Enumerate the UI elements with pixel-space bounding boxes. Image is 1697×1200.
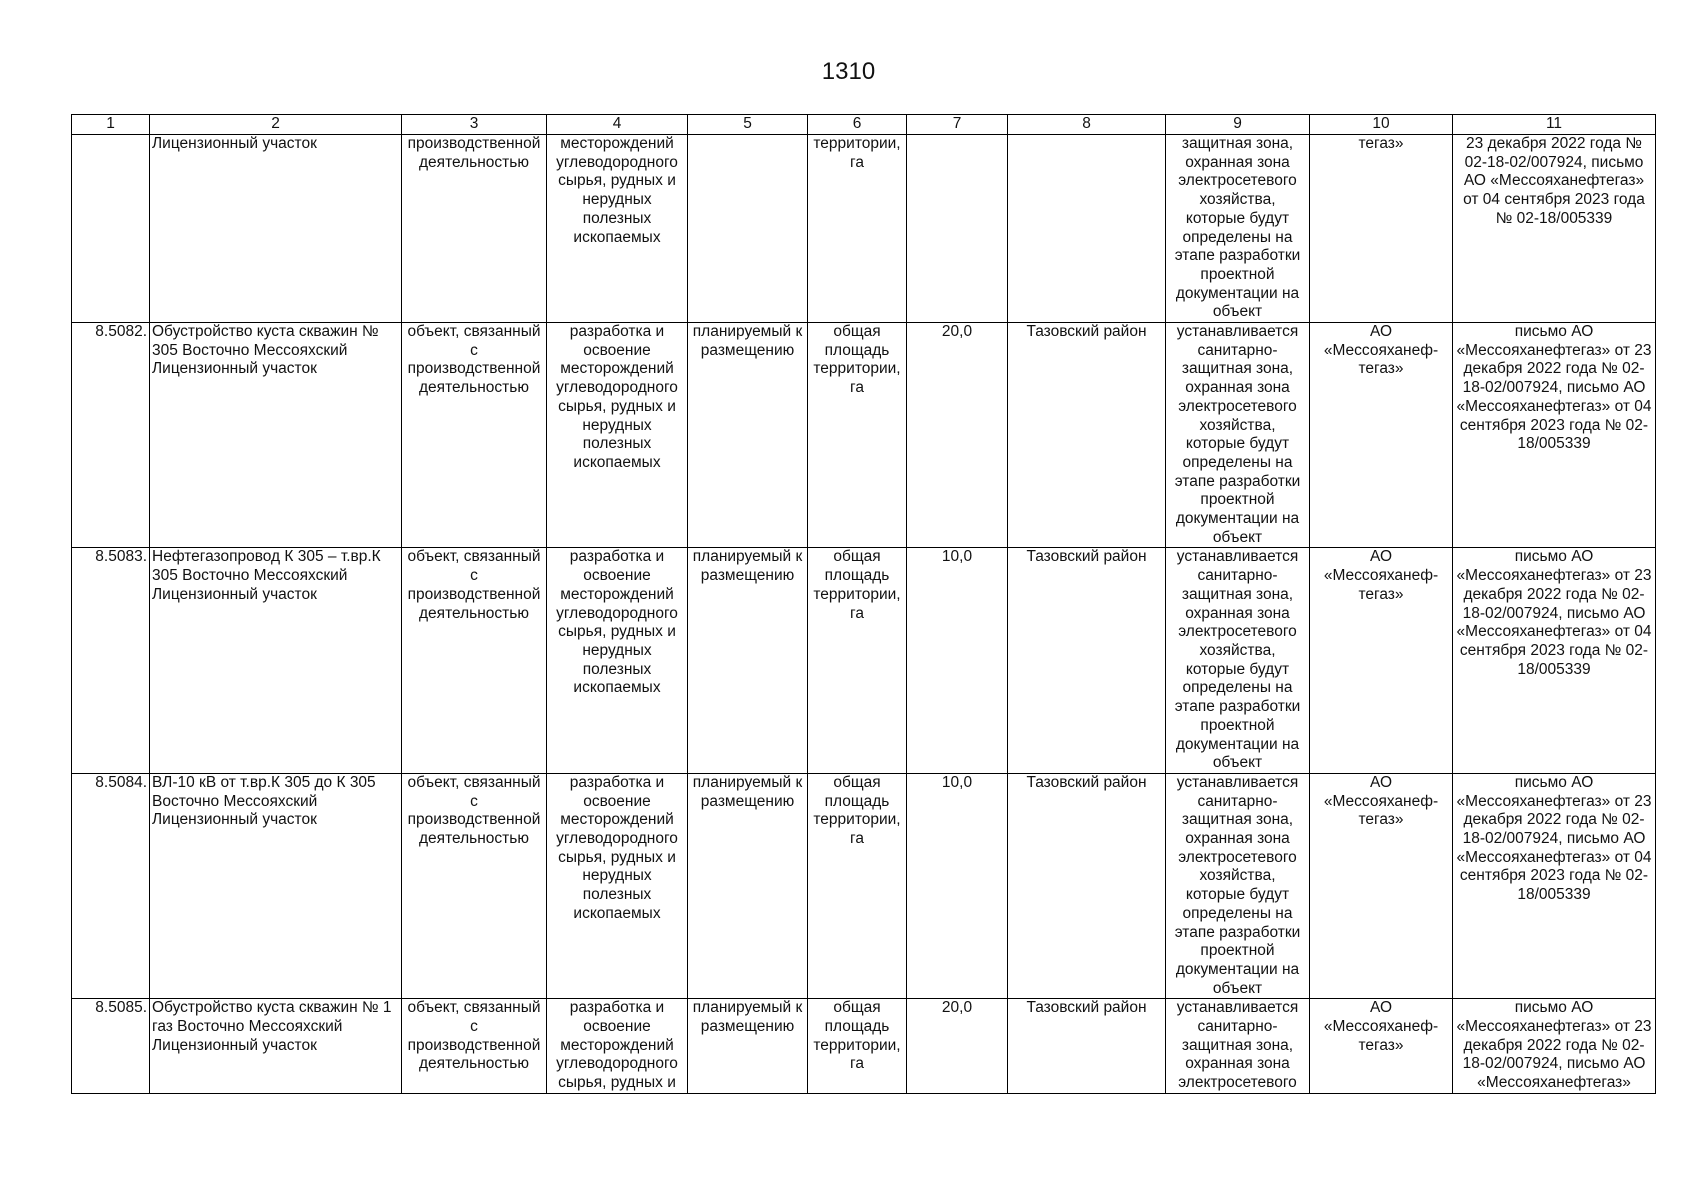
- source-letter: письмо АО «Мессояханефтегаз» от 23 декабря 2022 года № 02-18-02/007924, письмо АО «Мессояханефтегаз» от 04 сентября 2023 года № 02-18/005339: [1453, 323, 1656, 548]
- source-letter: письмо АО «Мессояханефтегаз» от 23 декабря 2022 года № 02-18-02/007924, письмо АО «Мессояханефтегаз» от 04 сентября 2023 года № 02-18/005339: [1453, 548, 1656, 773]
- purpose: разработка и освоение месторождений углеводородного сырья, рудных и нерудных полезных ископаемых: [547, 323, 688, 548]
- object-name: Нефтегазопровод К 305 – т.вр.К 305 Восточно Мессояхский Лицензионный участок: [150, 548, 402, 773]
- header-cell: 11: [1453, 115, 1656, 135]
- header-cell: 10: [1310, 115, 1453, 135]
- area-value: 10,0: [907, 548, 1008, 773]
- object-type: объект, связанный с производственной деятельностью: [402, 323, 547, 548]
- characteristic: общая площадь территории, га: [808, 999, 907, 1094]
- header-row: [72, 115, 1656, 135]
- object-name: ВЛ-10 кВ от т.вр.К 305 до К 305 Восточно Мессояхский Лицензионный участок: [150, 773, 402, 998]
- location: Тазовский район: [1008, 323, 1166, 548]
- header-cell: 9: [1166, 115, 1310, 135]
- organization: АО «Мессояханеф-тегаз»: [1310, 323, 1453, 548]
- area-value: 20,0: [907, 999, 1008, 1094]
- zone-info: устанавливается санитарно-защитная зона, охранная зона электросетевого хозяйства, которые будут определены на этапе разработки проектной документации на объект: [1166, 323, 1310, 548]
- area-value: 20,0: [907, 323, 1008, 548]
- source-letter: 23 декабря 2022 года № 02-18-02/007924, письмо АО «Мессояханефтегаз» от 04 сентября 2023 года № 02-18/005339: [1453, 135, 1656, 323]
- header-cell: 1: [72, 115, 150, 135]
- characteristic: территории, га: [808, 135, 907, 323]
- object-name: Обустройство куста скважин № 1 газ Восточно Мессояхский Лицензионный участок: [150, 999, 402, 1094]
- source-letter: письмо АО «Мессояханефтегаз» от 23 декабря 2022 года № 02-18-02/007924, письмо АО «Мессояханефтегаз» от 04 сентября 2023 года № 02-18/005339: [1453, 773, 1656, 998]
- organization: тегаз»: [1310, 135, 1453, 323]
- purpose: разработка и освоение месторождений углеводородного сырья, рудных и нерудных полезных ископаемых: [547, 548, 688, 773]
- header-cell: 6: [808, 115, 907, 135]
- organization: АО «Мессояханеф-тегаз»: [1310, 548, 1453, 773]
- row-number: 8.5082.: [72, 323, 150, 548]
- purpose: разработка и освоение месторождений углеводородного сырья, рудных и нерудных полезных ископаемых: [547, 773, 688, 998]
- characteristic: общая площадь территории, га: [808, 548, 907, 773]
- zone-info: устанавливается санитарно-защитная зона, охранная зона электросетевого: [1166, 999, 1310, 1094]
- status: планируемый к размещению: [688, 548, 808, 773]
- header-cell: 7: [907, 115, 1008, 135]
- registry-table: [71, 114, 1656, 1094]
- area-value: 10,0: [907, 773, 1008, 998]
- object-type: объект, связанный с производственной деятельностью: [402, 999, 547, 1094]
- characteristic: общая площадь территории, га: [808, 773, 907, 998]
- object-name: Обустройство куста скважин № 305 Восточно Мессояхский Лицензионный участок: [150, 323, 402, 548]
- zone-info: устанавливается санитарно-защитная зона, охранная зона электросетевого хозяйства, которые будут определены на этапе разработки проектной документации на объект: [1166, 773, 1310, 998]
- table-row: [72, 323, 1656, 548]
- object-type: объект, связанный с производственной деятельностью: [402, 773, 547, 998]
- status: планируемый к размещению: [688, 999, 808, 1094]
- zone-info: защитная зона, охранная зона электросетевого хозяйства, которые будут определены на этапе разработки проектной документации на объект: [1166, 135, 1310, 323]
- header-cell: 2: [150, 115, 402, 135]
- table-row: [72, 135, 1656, 323]
- header-cell: 5: [688, 115, 808, 135]
- object-type: объект, связанный с производственной деятельностью: [402, 548, 547, 773]
- table-row: [72, 548, 1656, 773]
- table-row: [72, 773, 1656, 998]
- location: Тазовский район: [1008, 999, 1166, 1094]
- header-cell: 4: [547, 115, 688, 135]
- row-number: [72, 135, 150, 323]
- status: планируемый к размещению: [688, 323, 808, 548]
- header-cell: 3: [402, 115, 547, 135]
- status: планируемый к размещению: [688, 773, 808, 998]
- purpose: разработка и освоение месторождений углеводородного сырья, рудных и: [547, 999, 688, 1094]
- object-name: Лицензионный участок: [150, 135, 402, 323]
- table-row: [72, 999, 1656, 1094]
- status: [688, 135, 808, 323]
- row-number: 8.5085.: [72, 999, 150, 1094]
- row-number: 8.5084.: [72, 773, 150, 998]
- location: Тазовский район: [1008, 773, 1166, 998]
- location: [1008, 135, 1166, 323]
- page-number: 1310: [821, 58, 876, 85]
- row-number: 8.5083.: [72, 548, 150, 773]
- source-letter: письмо АО «Мессояханефтегаз» от 23 декабря 2022 года № 02-18-02/007924, письмо АО «Мессояханефтегаз»: [1453, 999, 1656, 1094]
- header-cell: 8: [1008, 115, 1166, 135]
- purpose: месторождений углеводородного сырья, рудных и нерудных полезных ископаемых: [547, 135, 688, 323]
- location: Тазовский район: [1008, 548, 1166, 773]
- organization: АО «Мессояханеф-тегаз»: [1310, 773, 1453, 998]
- area-value: [907, 135, 1008, 323]
- object-type: производственной деятельностью: [402, 135, 547, 323]
- characteristic: общая площадь территории, га: [808, 323, 907, 548]
- zone-info: устанавливается санитарно-защитная зона, охранная зона электросетевого хозяйства, которые будут определены на этапе разработки проектной документации на объект: [1166, 548, 1310, 773]
- organization: АО «Мессояханеф-тегаз»: [1310, 999, 1453, 1094]
